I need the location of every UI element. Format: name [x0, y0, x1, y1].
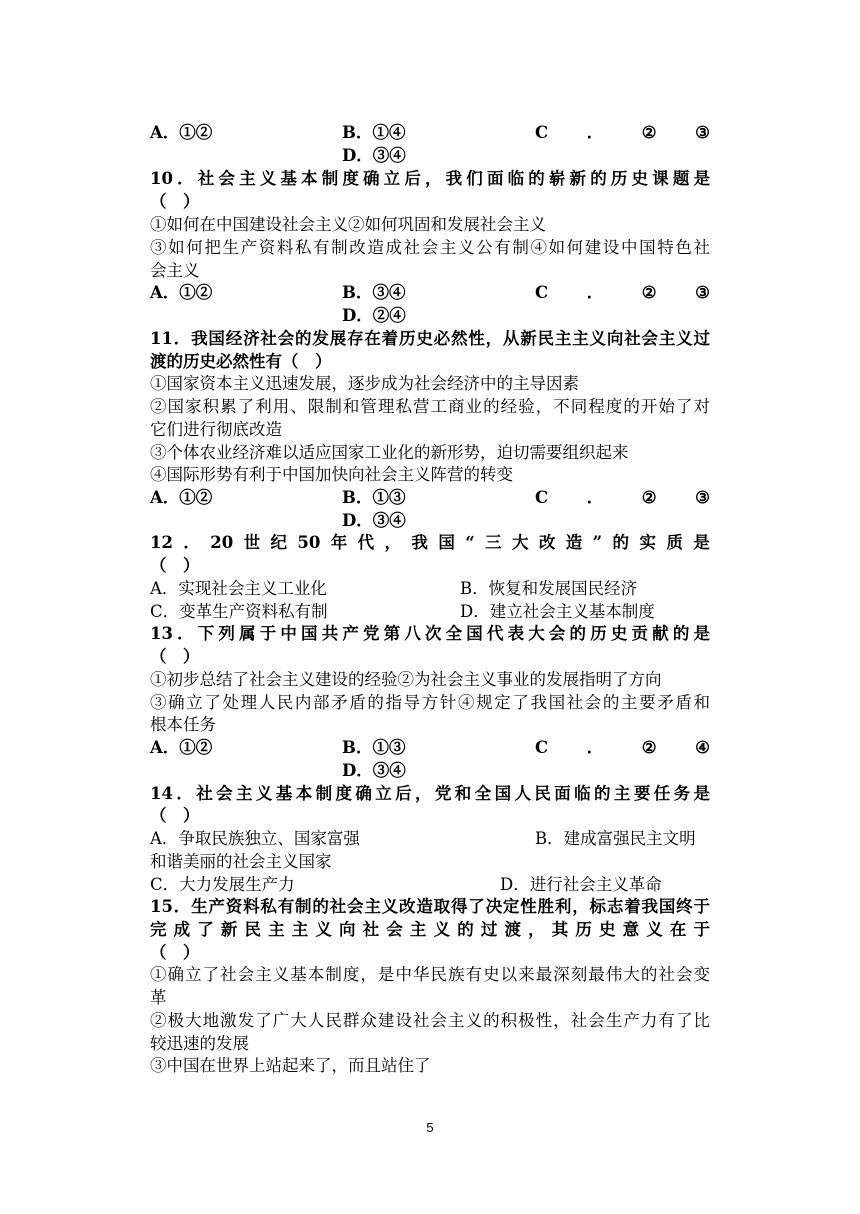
q12-option-b: B．恢复和发展国民经济 — [460, 579, 638, 598]
q10-option-b: B．③④ — [342, 283, 406, 302]
q11-stem: 渡的历史必然性有（ ） — [150, 352, 332, 371]
q10-stem: 10．社会主义基本制度确立后，我们面临的崭新的历史课题是 — [150, 169, 710, 188]
option-c-dot: ． — [586, 488, 604, 507]
q10-item: ③如何把生产资料私有制改造成社会主义公有制④如何建设中国特色社 — [150, 238, 710, 257]
q11-item: ①国家资本主义迅速发展，逐步成为社会经济中的主导因素 — [150, 374, 579, 393]
q10-option-c — [535, 281, 710, 304]
q11-stem: 11．我国经济社会的发展存在着历史必然性，从新民主主义向社会主义过 — [150, 329, 710, 348]
q13-option-b: B．①③ — [342, 738, 406, 757]
option-c-dot: ． — [586, 283, 604, 302]
q12-option-d: D．建立社会主义基本制度 — [460, 602, 655, 621]
option-c-letter: C — [535, 738, 549, 757]
q10-option-a: A．①② — [150, 283, 213, 302]
q15-item: 较迅速的发展 — [150, 1034, 249, 1053]
q15-item: ③中国在世界上站起来了，而且站住了 — [150, 1056, 431, 1075]
option-c-first: ② — [641, 738, 657, 757]
option-c-first: ② — [641, 283, 657, 302]
q15-stem: 完成了新民主主义向社会主义的过渡，其历史意义在于 — [150, 920, 710, 939]
q13-item: 根本任务 — [150, 715, 216, 734]
q10-item: 会主义 — [150, 261, 200, 280]
q11-item: ③个体农业经济难以适应国家工业化的新形势，迫切需要组织起来 — [150, 443, 629, 462]
q13-option-c — [535, 736, 710, 759]
option-c-second: ④ — [695, 738, 710, 757]
q14-option-b: B．建成富强民主文明 — [535, 829, 696, 848]
q11-item: ④国际形势有利于中国加快向社会主义阵营的转变 — [150, 465, 513, 484]
q9-option-c — [535, 121, 710, 144]
q13-option-d: D．③④ — [342, 761, 406, 780]
option-c-dot: ． — [586, 123, 604, 142]
option-c-dot: ． — [586, 738, 604, 757]
q15-item: ②极大地激发了广大人民群众建设社会主义的积极性，社会生产力有了比 — [150, 1011, 710, 1030]
q13-blank: （ ） — [150, 647, 200, 666]
option-c-second: ③ — [695, 283, 710, 302]
q15-item: ①确立了社会主义基本制度，是中华民族有史以来最深刻最伟大的社会变 — [150, 965, 710, 984]
option-c-first: ② — [641, 488, 657, 507]
q9-option-b: B．①④ — [342, 123, 406, 142]
q14-option-b-continued: 和谐美丽的社会主义国家 — [150, 852, 332, 871]
q11-option-d: D．③④ — [342, 511, 406, 530]
option-c-letter: C — [535, 488, 549, 507]
q14-option-c: C．大力发展生产力 — [150, 875, 295, 894]
option-c-second: ③ — [695, 488, 710, 507]
q15-item: 革 — [150, 988, 167, 1007]
q12-option-c: C．变革生产资料私有制 — [150, 602, 328, 621]
q12-blank: （ ） — [150, 556, 200, 575]
q13-item: ③确立了处理人民内部矛盾的指导方针④规定了我国社会的主要矛盾和 — [150, 693, 710, 712]
q10-option-d: D．②④ — [342, 306, 406, 325]
q11-option-b: B．①③ — [342, 488, 406, 507]
q13-item: ①初步总结了社会主义建设的经验②为社会主义事业的发展指明了方向 — [150, 670, 662, 689]
option-c-letter: C — [535, 283, 549, 302]
q10-item: ①如何在中国建设社会主义②如何巩固和发展社会主义 — [150, 215, 546, 234]
q9-option-d: D．③④ — [342, 146, 406, 165]
q11-option-a: A．①② — [150, 488, 213, 507]
q15-stem: 15．生产资料私有制的社会主义改造取得了决定性胜利，标志着我国终于 — [150, 897, 710, 916]
q14-blank: （ ） — [150, 806, 200, 825]
q13-stem: 13．下列属于中国共产党第八次全国代表大会的历史贡献的是 — [150, 624, 710, 643]
q9-option-a: A．①② — [150, 123, 213, 142]
option-c-first: ② — [641, 123, 657, 142]
option-c-letter: C — [535, 123, 549, 142]
q14-option-d: D．进行社会主义革命 — [500, 875, 662, 894]
q11-item: 它们进行彻底改造 — [150, 420, 282, 439]
q13-option-a: A．①② — [150, 738, 213, 757]
q14-option-a: A．争取民族独立、国家富强 — [150, 829, 360, 848]
q12-option-a: A．实现社会主义工业化 — [150, 579, 327, 598]
q10-blank: （ ） — [150, 192, 200, 211]
q11-option-c — [535, 486, 710, 509]
q12-stem: 12 ． 20 世 纪 50 年 代 ， 我 国 “ 三 大 改 造 ” 的 实 质 是 — [150, 533, 710, 552]
q11-item: ②国家积累了利用、限制和管理私营工商业的经验，不同程度的开始了对 — [150, 397, 710, 416]
option-c-second: ③ — [695, 123, 710, 142]
q15-blank: （ ） — [150, 943, 200, 962]
page-number: 5 — [426, 1120, 434, 1135]
q14-stem: 14．社会主义基本制度确立后，党和全国人民面临的主要任务是 — [150, 784, 710, 803]
